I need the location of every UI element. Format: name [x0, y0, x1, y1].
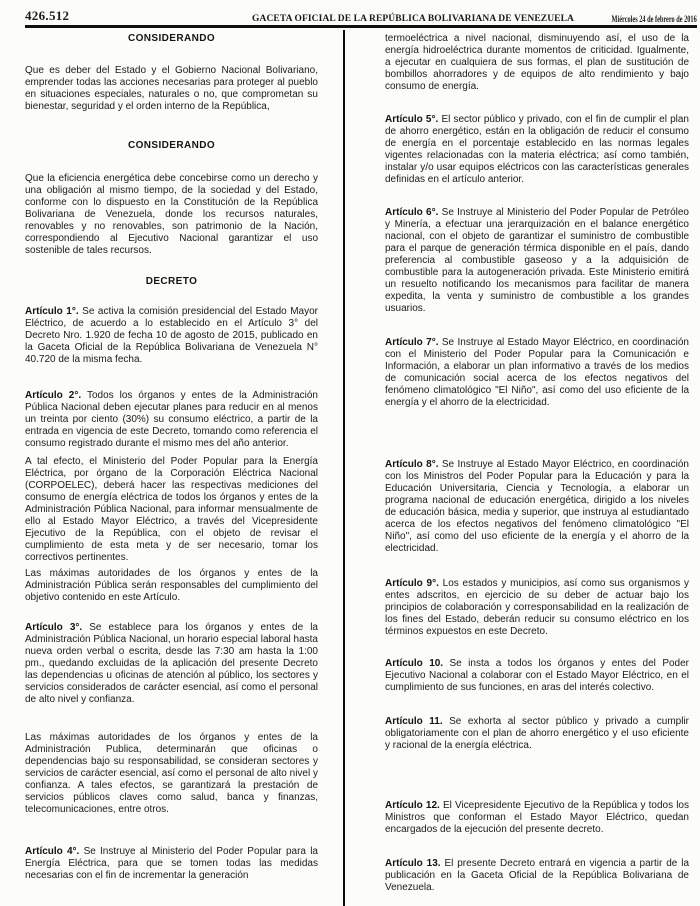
article-5: [385, 114, 689, 186]
article-11-number: Artículo 11.: [385, 716, 443, 727]
article-4-text: Se Instruye al Ministerio del Poder Popular para la Energía Eléctrica, para que se tomen todas las medidas necesarias con el fin de incrementar la generación: [25, 846, 318, 881]
article-11: [385, 716, 689, 752]
paragraph-considerando-1: Que es deber del Estado y el Gobierno Nacional Bolivariano, emprender todas las acciones necesarias para proteger al pueblo en situaciones especiales, naturales o no, que comprometan su bienestar, seguridad y el orden interno de la República,: [25, 65, 318, 112]
article-4-number: Artículo 4°.: [25, 846, 80, 857]
paragraph-maximas-autoridades-2: Las máximas autoridades de los órganos y entes de la Administración Publica, determinarán que oficinas o dependencias bajo su responsabilidad, se consideran sectores y servicios de carácter esencial, así como el personal de alto nivel y confianza. A tales efectos, se garantizará la prestación de servicios públicos claves como salud, banca y finanzas, telecomunicaciones, entre otros.: [25, 732, 318, 815]
article-2-text: Todos los órganos y entes de la Administración Pública Nacional deben ejecutar planes para reducir en al menos un treinta por ciento (30%) su consumo eléctrico, a partir de la entrada en vigencia de este Decreto, tomando como referencia el consumo registrado durante el mismo mes del año anterior.: [25, 390, 318, 449]
paragraph-considerando-2: Que la eficiencia energética debe concebirse como un derecho y una obligación al mismo tiempo, de la sociedad y del Estado, conforme con lo dispuesto en la Constitución de la República Bolivariana de Venezuela, donde los recursos naturales, renovables y no renovables, son patrimonio de la Nación, correspondiendo al Ejecutivo Nacional garantizar el uso sostenible de tales recursos.: [25, 173, 318, 256]
article-1: [25, 306, 318, 366]
article-6: [385, 207, 689, 315]
gazette-date: Miércoles 24 de febrero de 2016: [611, 14, 697, 24]
article-2-number: Artículo 2°.: [25, 390, 82, 401]
article-12: [385, 800, 689, 836]
article-6-number: Artículo 6°.: [385, 207, 439, 218]
column-divider: [343, 30, 345, 906]
article-12-text: El Vicepresidente Ejecutivo de la República y todos los Ministros que conforman el Estado Mayor Eléctrico, quedan encargados de la ejecución del presente decreto.: [385, 800, 689, 835]
article-12-number: Artículo 12.: [385, 800, 440, 811]
left-column: [25, 30, 318, 906]
article-3-text: Se establece para los órganos y entes de la Administración Pública Nacional, un horario especial laboral hasta nueva orden verbal o escrita, desde las 7:30 am hasta la 1:00 pm., quedando excluidas de la aplicación del presente Decreto las dependencias u oficinas de atención al público, los sectores y servicios considerados de carácter esencial, así como el personal de alto nivel y confianza.: [25, 622, 318, 705]
article-11-text: Se exhorta al sector público y privado a cumplir obligatoriamente con el plan de ahorro energético y el uso eficiente y racional de la energía eléctrica.: [385, 716, 689, 751]
article-8: [385, 459, 689, 555]
page-header: [25, 8, 697, 28]
article-5-number: Artículo 5°.: [385, 114, 439, 125]
article-7: [385, 337, 689, 409]
article-9: [385, 578, 689, 638]
article-9-number: Artículo 9°.: [385, 578, 439, 589]
article-1-number: Artículo 1°.: [25, 306, 79, 317]
heading-considerando-1: CONSIDERANDO: [127, 33, 216, 44]
article-8-number: Artículo 8°.: [385, 459, 439, 470]
heading-considerando-2: CONSIDERANDO: [127, 140, 216, 151]
article-1-text: Se activa la comisión presidencial del Estado Mayor Eléctrico, de acuerdo a lo establecido en el Artículo 3° del Decreto Nro. 1.920 de fecha 10 de agosto de 2015, publicado en la Gaceta Oficial de la República Bolivariana de Venezuela N° 40.720 de la misma fecha.: [25, 306, 318, 365]
heading-decreto: DECRETO: [145, 276, 198, 287]
right-column: [385, 30, 689, 906]
article-5-text: El sector público y privado, con el fin de cumplir el plan de ahorro energético, están en la obligación de reducir el consumo de energía en el porcentaje establecido en las normas legales vigentes relacionadas con la materia eléctrica; así como también, instalar y/o usar equipos eléctricos con las características generales definidas en el artículo anterior.: [385, 114, 689, 185]
paragraph-maximas-autoridades-1: Las máximas autoridades de los órganos y entes de la Administración Pública serán responsables del cumplimiento del objetivo contenido en este Artículo.: [25, 568, 318, 603]
article-10-number: Artículo 10.: [385, 658, 444, 669]
paragraph-article-4-continuation: termoeléctrica a nivel nacional, disminuyendo así, el uso de la energía hidroeléctrica durante momentos de criticidad. Igualmente, a ejecutar en cualquiera de sus formas, el plan de sustitución de bombillos ahorradores y de equipos de alto rendimiento y bajo consumo de energía.: [385, 33, 689, 92]
article-7-text: Se Instruye al Estado Mayor Eléctrico, en coordinación con el Ministerio del Poder Popular para la Comunicación e Información, a elaborar un plan informativo a través de los medios de comunicación social acerca de los efectos negativos del fenómeno climatológico "El Niño", así como del uso eficiente de la energía y el ahorro de la electricidad.: [385, 337, 689, 408]
article-10-text: Se insta a todos los órganos y entes del Poder Ejecutivo Nacional a colaborar con el Estado Mayor Eléctrico, en el cumplimiento de sus funciones, en aras del interés colectivo.: [385, 658, 689, 693]
article-13-text: El presente Decreto entrará en vigencia a partir de la publicación en la Gaceta Oficial de la República Bolivariana de Venezuela.: [385, 858, 689, 893]
article-6-text: Se Instruye al Ministerio del Poder Popular de Petróleo y Minería, a efectuar una jerarquización en el balance energético nacional, con el objeto de garantizar el suministro de combustible para el parque de generación térmica disponible en el país, dando preferencia al combustible gaseoso y a la adquisición de combustible para la autogeneración privada. Este Ministerio emitirá un resuelto notificando los mecanismos para facilitar de manera expedita, la venta y suministro de combustible a los grandes usuarios.: [385, 207, 689, 314]
paragraph-a-tal-efecto: A tal efecto, el Ministerio del Poder Popular para la Energía Eléctrica, por órgano de la Corporación Eléctrica Nacional (CORPOELEC), deberá hacer las respectivas mediciones del consumo de energía eléctrica de todos los órganos y entes de la Administración Pública Nacional, para informar mensualmente de ello al Estado Mayor Eléctrico, a través del Vicepresidente Ejecutivo de la República, con el objeto de revisar el cumplimiento de esta meta y de ser necesario, tomar los correctivos pertinentes.: [25, 456, 318, 563]
article-10: [385, 658, 689, 694]
article-3-number: Artículo 3°.: [25, 622, 83, 633]
article-13: [385, 858, 689, 894]
article-13-number: Artículo 13.: [385, 858, 441, 869]
article-3: [25, 622, 318, 706]
page-number: 426.512: [25, 8, 70, 23]
article-2: [25, 390, 318, 450]
article-9-text: Los estados y municipios, así como sus organismos y entes adscritos, en ejercicio de su deber de actuar bajo los principios de colaboración y corresponsabilidad en la realización de los fines del Estado, deberán reducir su consumo eléctrico en los términos expuestos en este Decreto.: [385, 578, 689, 637]
gazette-title: GACETA OFICIAL DE LA REPÚBLICA BOLIVARIANA DE VENEZUELA: [252, 14, 574, 24]
article-4: [25, 846, 318, 882]
article-7-number: Artículo 7°.: [385, 337, 439, 348]
article-8-text: Se Instruye al Estado Mayor Eléctrico, en coordinación con los Ministros del Poder Popular para la Educación y para la Educación Universitaria, Ciencia y Tecnología, a elaborar un programa nacional de educación energética, dirigido a los niveles de educación básica, media y superior, que instruya al estudiantado acerca de los efectos negativos del fenómeno climatológico "El Niño", así como del uso eficiente de la energía y el ahorro de la electricidad.: [385, 459, 689, 554]
